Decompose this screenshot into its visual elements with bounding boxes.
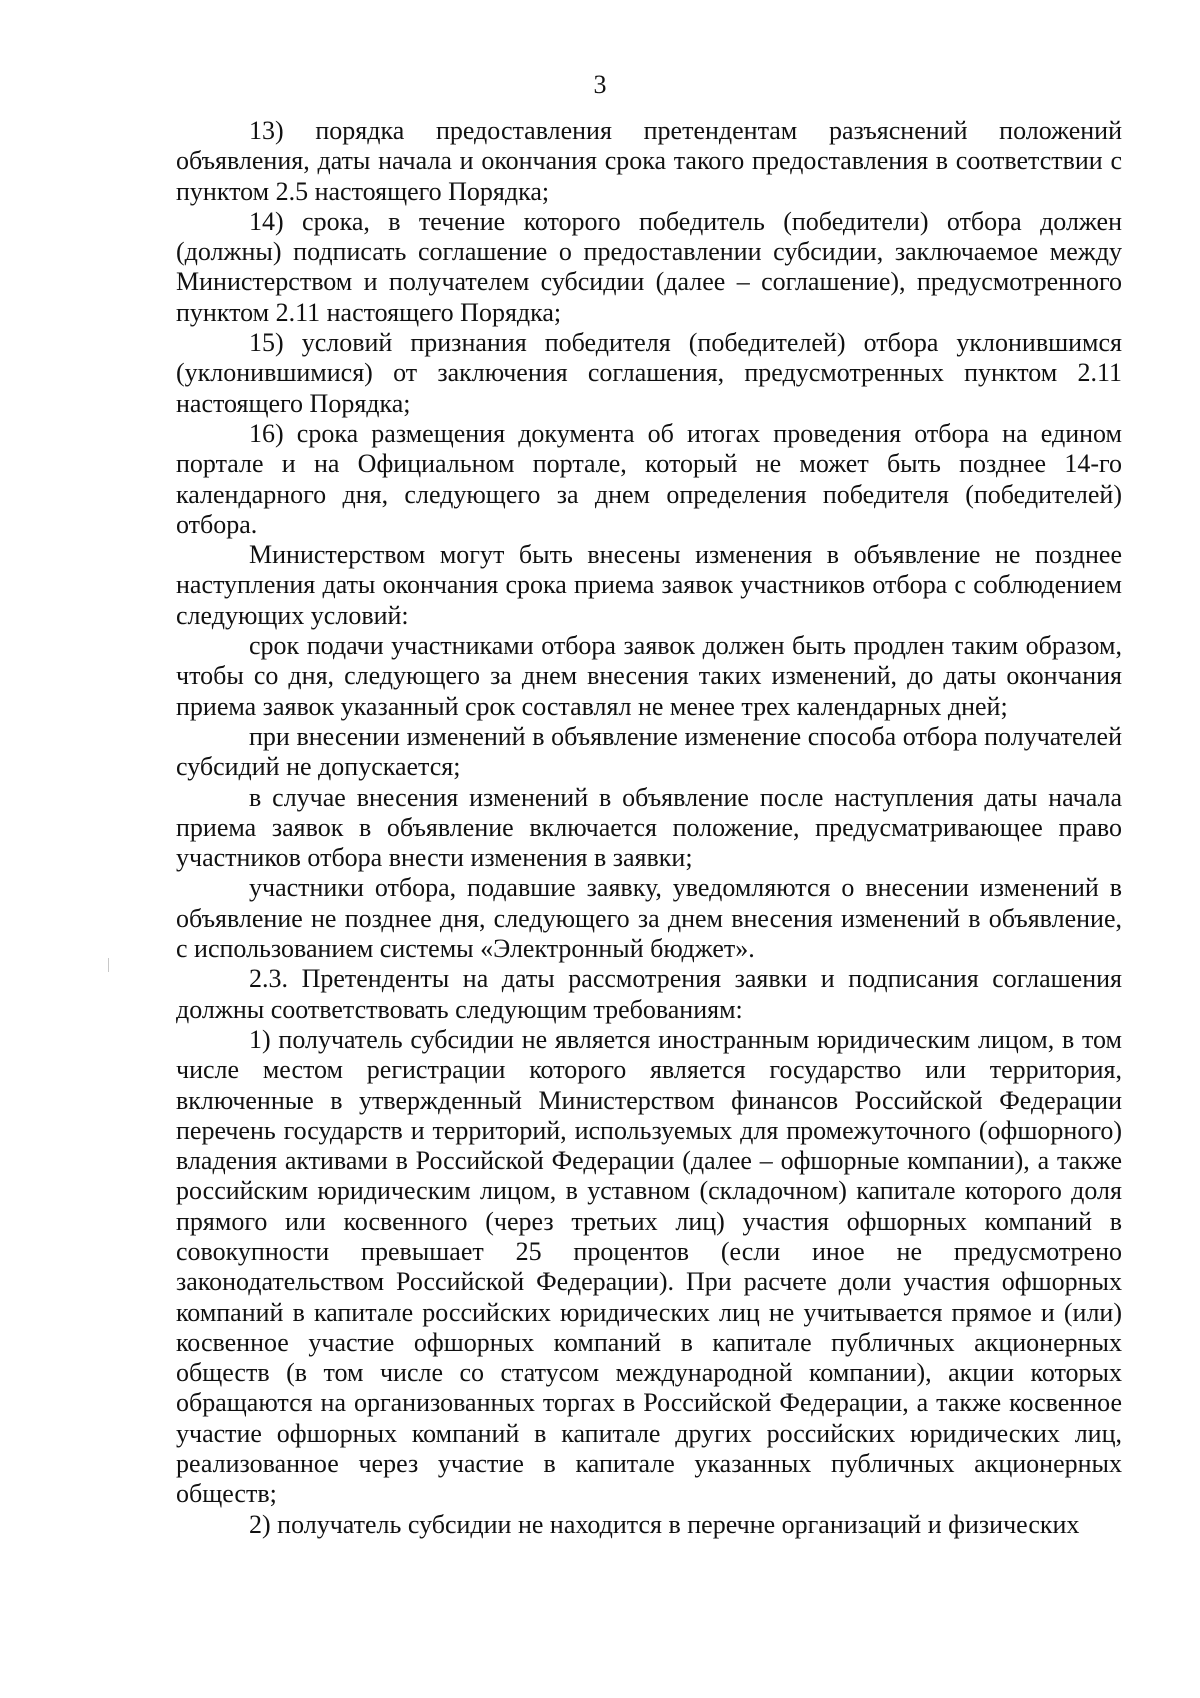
paragraph-amendments: Министерством могут быть внесены изменения в объявление не позднее наступления даты окончания срока приема заявок участников отбора с соблюдением следующих условий: bbox=[176, 540, 1122, 630]
paragraph-condition-deadline: срок подачи участниками отбора заявок должен быть продлен таким образом, чтобы со дня, следующего за днем внесения таких изменений, до даты окончания приема заявок указанный срок составлял не менее трех календарных дней; bbox=[176, 631, 1122, 721]
list-item-16: 16) срока размещения документа об итогах проведения отбора на едином портале и на Официальном портале, который не может быть позднее 14-го календарного дня, следующего за днем определения победителя (победителей) отбора. bbox=[176, 418, 1122, 539]
list-item-13: 13) порядка предоставления претендентам разъяснений положений объявления, даты начала и окончания срока такого предоставления в соответствии с пунктом 2.5 настоящего Порядка; bbox=[176, 116, 1122, 206]
paragraph-condition-notification: участники отбора, подавшие заявку, уведомляются о внесении изменений в объявление не позднее дня, следующего за днем внесения изменений в объявление, с использованием системы «Электронный бюджет». bbox=[176, 873, 1122, 964]
document-body bbox=[176, 116, 1122, 1540]
list-item-14: 14) срока, в течение которого победитель (победители) отбора должен (должны) подписать соглашение о предоставлении субсидии, заключаемое между Министерством и получателем субсидии (далее – соглашение), предусмотренного пунктом 2.11 настоящего Порядка; bbox=[176, 206, 1122, 327]
section-2-3-heading: 2.3. Претенденты на даты рассмотрения заявки и подписания соглашения должны соответствовать следующим требованиям: bbox=[176, 964, 1122, 1024]
scan-artifact bbox=[108, 958, 109, 972]
page-number: 3 bbox=[593, 70, 607, 99]
requirement-item-2: 2) получатель субсидии не находится в перечне организаций и физических bbox=[249, 1509, 1080, 1539]
paragraph-condition-method: при внесении изменений в объявление изменение способа отбора получателей субсидий не допускается; bbox=[176, 721, 1122, 782]
requirement-item-1: 1) получатель субсидии не является иностранным юридическим лицом, в том числе местом регистрации которого является государство или территория, включенные в утвержденный Министерством финансов Российской Федерации перечень государств и территорий, используемых для промежуточного (офшорного) владения активами в Российской Федерации (далее – офшорные компании), а также российским юридическим лицом, в уставном (складочном) капитале которого доля прямого или косвенного (через третьих лиц) участия офшорных компаний в совокупности превышает 25 процентов (если иное не предусмотрено законодательством Российской Федерации). При расчете доли участия офшорных компаний в капитале российских юридических лиц не учитывается прямое и (или) косвенное участие офшорных компаний в капитале публичных акционерных обществ (в том числе со статусом международной компании), акции которых обращаются на организованных торгах в Российской Федерации, а также косвенное участие офшорных компаний в капитале других российских юридических лиц, реализованное через участие в капитале указанных публичных акционерных обществ; bbox=[176, 1024, 1122, 1509]
list-item-15: 15) условий признания победителя (победителей) отбора уклонившимся (уклонившимися) от заключения соглашения, предусмотренных пунктом 2.11 настоящего Порядка; bbox=[176, 328, 1122, 418]
paragraph-condition-changes: в случае внесения изменений в объявление после наступления даты начала приема заявок в объявление включается положение, предусматривающее право участников отбора внести изменения в заявки; bbox=[176, 782, 1122, 873]
